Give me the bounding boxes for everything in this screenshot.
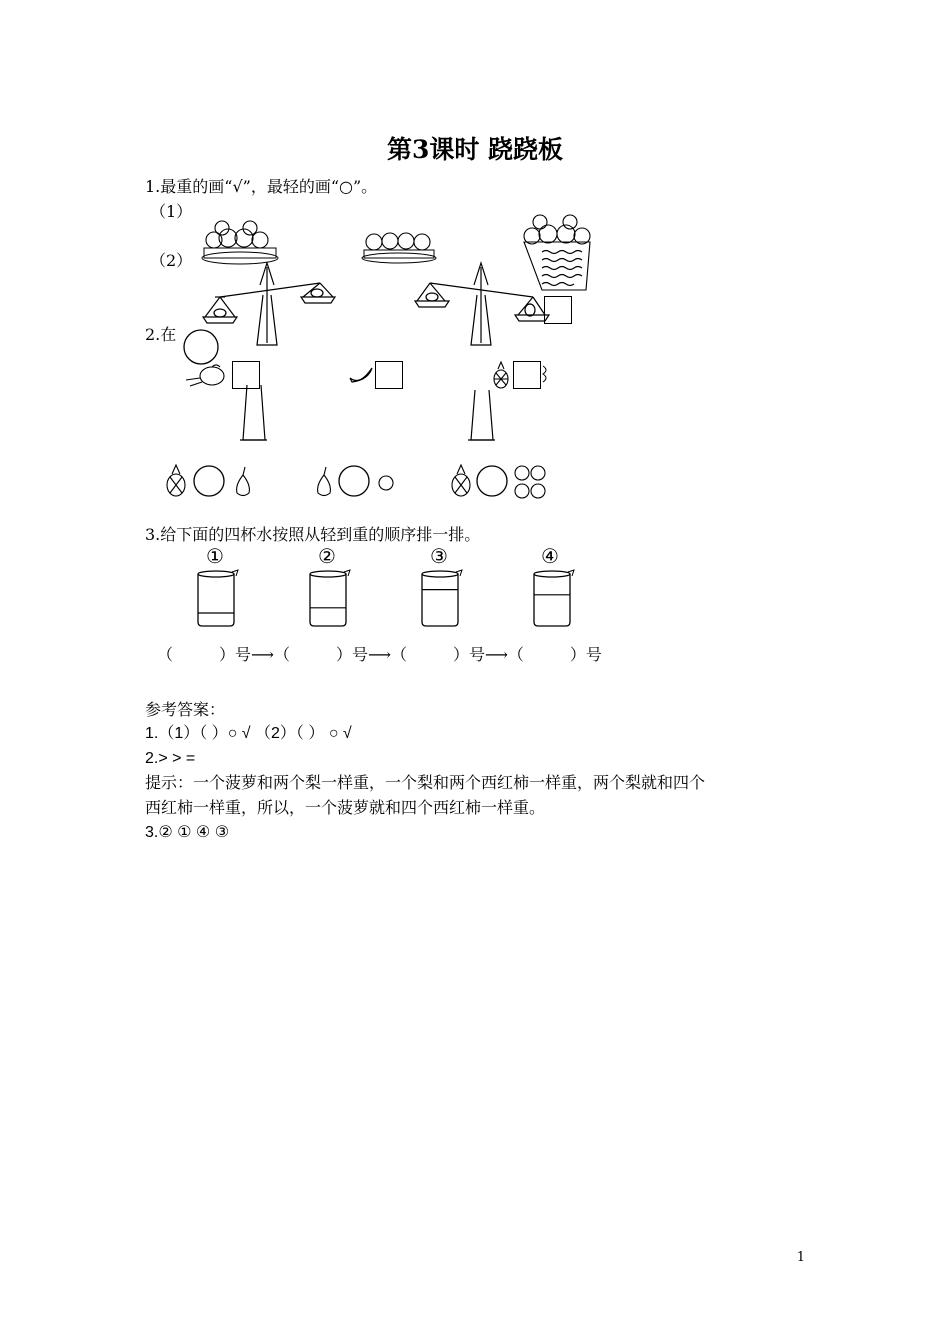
paren-close-3: ）号 (452, 645, 485, 664)
pineapple-icon (490, 361, 512, 389)
answer-1: 1.（1）（ ）○ √ （2）（ ） ○ √ (145, 725, 352, 742)
fruit-basket-small-1 (200, 218, 280, 264)
water-cups (190, 570, 590, 630)
page-number: 1 (796, 1250, 805, 1265)
answer-box-scale[interactable] (544, 296, 572, 324)
compare-pineapple-pear (165, 463, 265, 499)
compare-pineapple-tomatoes (450, 463, 560, 503)
cup-label-2: ② (318, 544, 336, 568)
paren-close-4: ）号 (569, 645, 602, 664)
compare-pear-tomato (312, 463, 402, 499)
answer-2: 2.> > = (145, 750, 196, 767)
peach-icon (182, 364, 232, 388)
paren-close-1: ）号 (219, 645, 252, 664)
answer-circle-example (182, 328, 220, 366)
arrow-1: ⟶ (251, 645, 274, 664)
cup-4 (534, 570, 574, 626)
cup-label-3: ③ (430, 544, 448, 568)
answer-box-1[interactable] (232, 361, 260, 389)
balance-scale-right (415, 265, 565, 445)
cup-label-4: ④ (541, 544, 559, 568)
arrow-3: ⟶ (484, 645, 508, 664)
cup-1 (198, 570, 238, 626)
paren-close-2: ）号 (335, 645, 368, 664)
answer-2-hint-line-2: 西红柿一样重，所以，一个菠萝就和四个西红柿一样重。 (145, 798, 546, 817)
answer-2-hint-line-1: 提示：一个菠萝和两个梨一样重，一个梨和两个西红柿一样重，两个梨就和四个 (145, 773, 706, 792)
paren-open-3: （ (390, 645, 407, 664)
page-title: 第3课时 跷跷板 (386, 135, 564, 164)
question-1-part-1-label: （1） (150, 202, 193, 221)
question-2-prompt: 2.在 (145, 325, 177, 344)
answer-box-2[interactable] (375, 361, 403, 389)
answers-heading: 参考答案： (145, 700, 226, 719)
order-answer-line (157, 645, 602, 665)
curl-icon (541, 364, 551, 386)
paren-open-2: （ (273, 645, 290, 664)
cup-label-1: ① (206, 544, 224, 568)
fruit-basket-small-2 (360, 228, 438, 264)
question-3-prompt: 3.给下面的四杯水按照从轻到重的顺序排一排。 (145, 525, 481, 544)
paren-open-1: （ (157, 645, 174, 664)
banana-icon (348, 364, 374, 386)
answer-box-3[interactable] (513, 361, 541, 389)
question-1-part-2-label: （2） (150, 251, 193, 270)
answer-3: 3.② ① ④ ③ (145, 824, 230, 841)
paren-open-4: （ (507, 645, 524, 664)
arrow-2: ⟶ (368, 645, 391, 664)
cup-2 (310, 570, 350, 626)
question-1-prompt: 1.最重的画“√”，最轻的画“○”。 (145, 177, 378, 196)
cup-3 (422, 570, 462, 626)
